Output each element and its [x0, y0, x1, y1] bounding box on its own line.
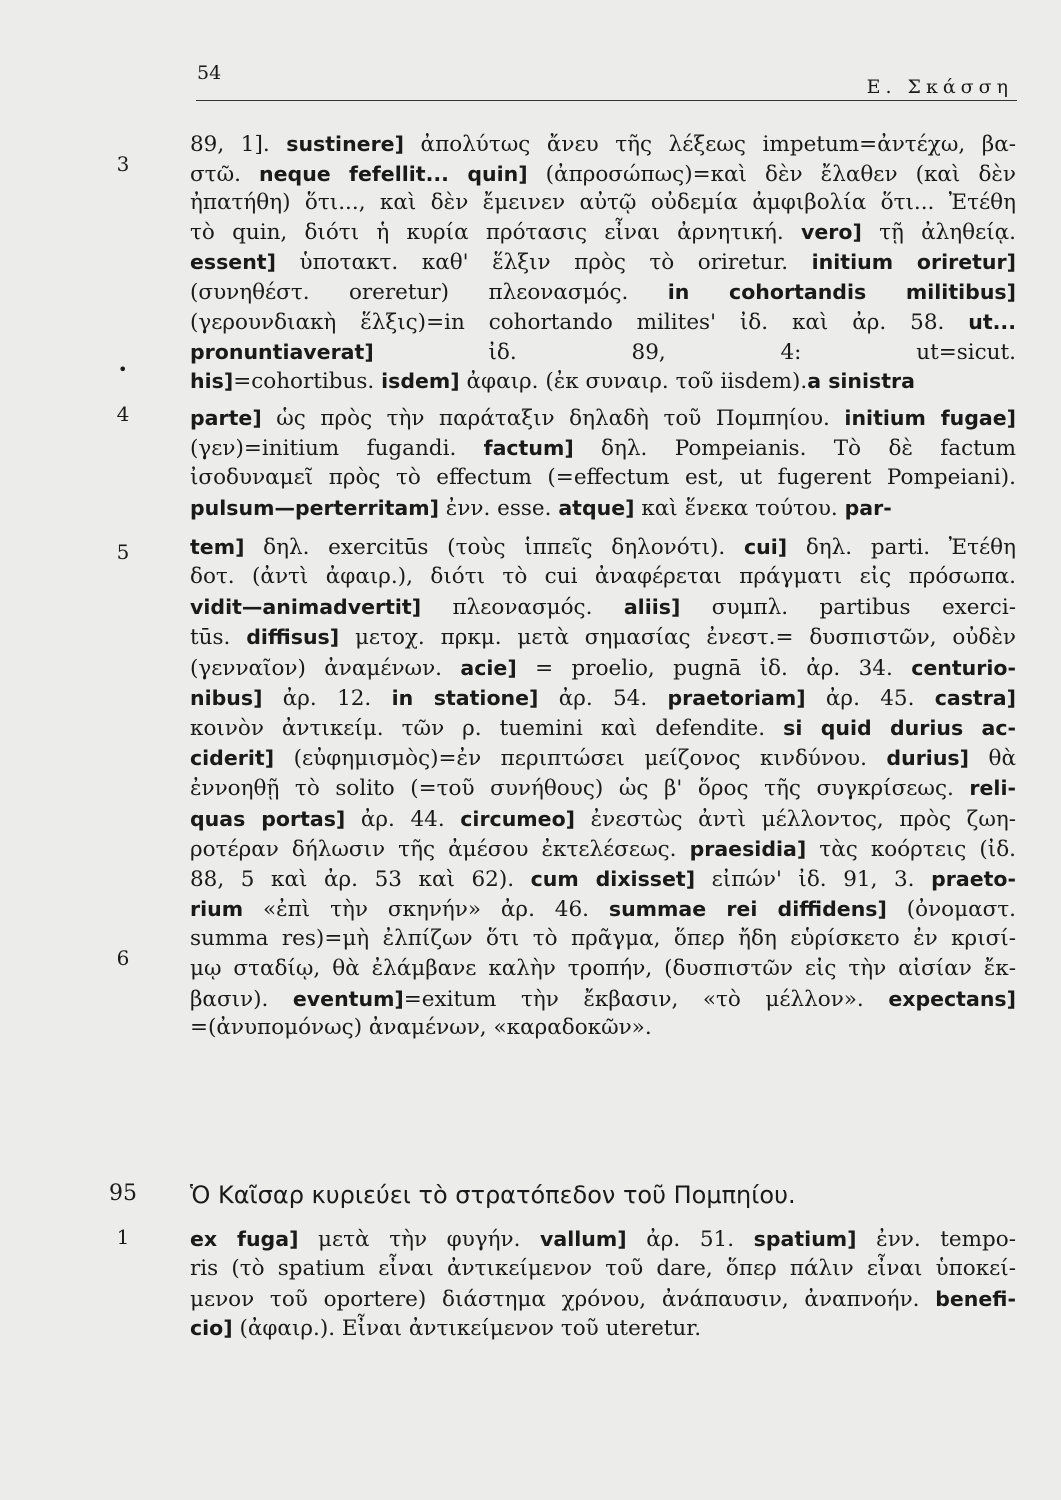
lemma: cio] — [190, 1316, 233, 1340]
line-text: ἀπολύτως ἄνευ τῆς λέξεως impetum=ἀντέχω, βα- — [403, 132, 1016, 157]
lemma: diffisus] — [246, 625, 340, 649]
text-line — [190, 865, 1016, 894]
line-text: δηλ. Pompeianis. Τὸ δὲ factum — [573, 436, 1016, 461]
lemma: sustinere] — [286, 132, 404, 156]
lemma: a sinistra — [807, 369, 915, 393]
lemma: quas portas] — [190, 807, 346, 831]
lemma: castra] — [934, 686, 1017, 710]
text-line — [190, 895, 1016, 924]
lemma: nibus] — [190, 686, 263, 710]
lemma: durius] — [886, 746, 969, 770]
lemma: his] — [190, 369, 234, 393]
lemma: aliis] — [623, 595, 681, 619]
text-line — [190, 925, 1016, 953]
text-line — [190, 218, 1016, 247]
line-text: ἐννοηθῇ τὸ solito (=τοῦ συνήθους) ὡς β' ὅρος τῆς συγκρίσεως. — [190, 776, 970, 801]
text-line — [190, 130, 1016, 159]
lemma: atque] — [558, 496, 635, 520]
lemma: neque fefellit... quin] — [259, 162, 528, 186]
line-text: ἰσοδυναμεῖ πρὸς τὸ effectum (=effectum est, ut fugerent Pompeiani). — [190, 465, 1016, 490]
lemma: initium oriretur] — [811, 250, 1016, 274]
running-head: Ε. Σκάσση — [866, 76, 1013, 98]
margin-number: 5 — [116, 540, 130, 564]
text-line — [190, 278, 1016, 307]
text-line — [190, 684, 1016, 713]
line-text: (ὀνομαστ. — [886, 897, 1016, 922]
text-line — [190, 1225, 1016, 1254]
text-line — [190, 955, 1016, 983]
margin-number: 95 — [109, 1181, 137, 1206]
line-text: summa res)=μὴ ἐλπίζων ὅτι τὸ πρᾶγμα, ὅπερ ἤδη εὑρίσκετο ἐν κρισί- — [190, 926, 1016, 951]
line-text: ἀφαιρ. (ἐκ συναιρ. τοῦ iisdem). — [459, 369, 808, 394]
line-text: τῇ ἀληθείᾳ. — [861, 220, 1016, 245]
text-line — [190, 494, 1016, 523]
line-text: ὑποτακτ. καθ' ἕλξιν πρὸς τὸ oriretur. — [275, 250, 812, 275]
line-text: βασιν). — [190, 987, 293, 1012]
line-text: =exitum τὴν ἔκβασιν, «τὸ μέλλον». — [403, 987, 889, 1012]
lemma: centurio- — [911, 656, 1016, 680]
lemma: acie] — [460, 656, 517, 680]
lemma: isdem] — [381, 369, 460, 393]
text-line — [190, 1285, 1016, 1314]
line-text: εἰπών' ἰδ. 91, 3. — [695, 867, 932, 892]
line-text: ἐνν. esse. — [438, 496, 559, 521]
line-text: ροτέραν δήλωσιν τῆς ἀμέσου ἐκτελέσεως. — [190, 837, 690, 862]
line-text: 89, 1]. — [190, 132, 287, 157]
text-line — [190, 835, 1016, 864]
lemma: factum] — [483, 436, 574, 460]
line-text: ἠπατήθη) ὅτι..., καὶ δὲν ἔμεινεν αὐτῷ οὐδεμία ἀμφιβολία ὅτι... Ἐτέθη — [190, 190, 1016, 215]
text-line — [190, 1014, 1016, 1042]
text-line — [190, 623, 1016, 652]
line-text: (ἀφαιρ.). Εἶναι ἀντικείμενον τοῦ uteretur. — [232, 1316, 702, 1341]
lemma: expectans] — [888, 987, 1016, 1011]
lemma: ut... — [968, 310, 1016, 334]
line-text: τὸ quin, διότι ἡ κυρία πρότασις εἶναι ἀρνητική. — [190, 220, 801, 245]
line-text: (γενναῖον) ἀναμένων. — [190, 656, 461, 681]
lemma: vero] — [801, 220, 862, 244]
lemma: ciderit] — [190, 746, 275, 770]
margin-dot: • — [118, 360, 128, 379]
line-text: μενον τοῦ oportere) διάστημα χρόνου, ἀνάπαυσιν, ἀναπνοήν. — [190, 1287, 936, 1312]
text-line — [190, 338, 1016, 367]
lemma: parte] — [190, 406, 262, 430]
lemma: par- — [844, 496, 892, 520]
text-line — [190, 985, 1016, 1014]
lemma: in cohortandis militibus] — [667, 280, 1016, 304]
line-text: κοινὸν ἀντικείμ. τῶν ρ. tuemini καὶ defendite. — [190, 716, 784, 741]
lemma: ex fuga] — [190, 1227, 299, 1251]
text-line — [190, 434, 1016, 463]
line-text: (γεν)=initium fugandi. — [190, 436, 484, 461]
text-line — [190, 533, 1016, 562]
line-text: ἀρ. 54. — [538, 686, 668, 711]
text-line — [190, 367, 1016, 396]
lemma: si quid durius ac- — [783, 716, 1016, 740]
text-line — [190, 404, 1016, 433]
text-line — [190, 654, 1016, 683]
lemma: praesidia] — [689, 837, 807, 861]
lemma: benefi- — [935, 1287, 1016, 1311]
text-line — [190, 744, 1016, 773]
lemma: pronuntiaverat] — [190, 340, 374, 364]
text-line — [190, 563, 1016, 591]
line-text: (ἀπροσώπως)=καὶ δὲν ἔλαθεν (καὶ δὲν — [527, 162, 1016, 187]
line-text: ἰδ. 89, 4: ut=sicut. — [373, 340, 1016, 365]
text-line — [190, 593, 1016, 622]
line-text: στῶ. — [190, 162, 260, 187]
lemma: rium — [190, 897, 244, 921]
lemma: praetoriam] — [667, 686, 806, 710]
line-text: μῳ σταδίῳ, θὰ ἐλάμβανε καλὴν τροπήν, (δυσπιστῶν εἰς τὴν αἰσίαν ἔκ- — [190, 956, 1016, 981]
line-text: (εὐφημισμὸς)=ἐν περιπτώσει μείζονος κινδύνου. — [274, 746, 887, 771]
lemma: initium fugae] — [844, 406, 1016, 430]
line-text: μετὰ τὴν φυγήν. — [298, 1227, 541, 1252]
margin-number: 1 — [116, 1225, 130, 1249]
line-text: μετοχ. πρκμ. μετὰ σημασίας ἐνεστ.= δυσπιστῶν, οὐδὲν — [339, 625, 1016, 650]
line-text: δηλ. exercitūs (τοὺς ἱππεῖς δηλονότι). — [244, 535, 744, 560]
margin-number: 4 — [116, 402, 130, 426]
lemma: reli- — [969, 776, 1016, 800]
line-text: δοτ. (ἀντὶ ἀφαιρ.), διότι τὸ cui ἀναφέρεται πράγματι εἰς πρόσωπα. — [190, 564, 1016, 589]
header-rule — [196, 100, 1017, 101]
lemma: essent] — [190, 250, 276, 274]
text-line — [190, 308, 1016, 337]
line-text: (γερουνδιακὴ ἕλξις)=in cohortando milites' ἰδ. καὶ ἀρ. 58. — [190, 310, 969, 335]
line-text: (συνηθέστ. oreretur) πλεονασμός. — [190, 280, 668, 305]
line-text: πλεονασμός. — [421, 595, 624, 620]
line-text: τὰς κοόρτεις (ἰδ. — [806, 837, 1016, 862]
text-line — [190, 1314, 1016, 1343]
margin-number: 3 — [116, 152, 130, 176]
line-text: ὡς πρὸς τὴν παράταξιν δηλαδὴ τοῦ Πομπηίου. — [261, 406, 845, 431]
line-text: ἀρ. 12. — [262, 686, 392, 711]
page-number: 54 — [197, 62, 222, 84]
text-line — [190, 160, 1016, 189]
line-text: ἀρ. 45. — [805, 686, 935, 711]
lemma: vallum] — [540, 1227, 627, 1251]
line-text: συμπλ. partibus exerci- — [680, 595, 1016, 620]
line-text: 88, 5 καὶ ἀρ. 53 καὶ 62). — [190, 867, 531, 892]
line-text: =cohortibus. — [233, 369, 382, 394]
line-text: δηλ. parti. Ἐτέθη — [787, 535, 1016, 560]
line-text: ἀρ. 51. — [626, 1227, 754, 1252]
lemma: praeto- — [931, 867, 1017, 891]
text-line — [190, 714, 1016, 743]
section-heading: Ὁ Καῖσαρ κυριεύει τὸ στρατόπεδον τοῦ Πομπηίου. — [190, 1181, 796, 1209]
line-text: ἐνεστὼς ἀντὶ μέλλοντος, πρὸς ζωη- — [575, 807, 1017, 832]
line-text: tūs. — [190, 625, 247, 650]
text-line — [190, 1255, 1016, 1283]
text-line — [190, 248, 1016, 277]
text-line — [190, 774, 1016, 803]
text-line — [190, 464, 1016, 492]
lemma: spatium] — [753, 1227, 857, 1251]
lemma: vidit—animadvertit] — [190, 595, 422, 619]
line-text: = proelio, pugnā ἰδ. ἀρ. 34. — [516, 656, 912, 681]
lemma: in statione] — [391, 686, 539, 710]
line-text: ἀρ. 44. — [345, 807, 461, 832]
lemma: eventum] — [292, 987, 404, 1011]
text-line — [190, 189, 1016, 217]
line-text: καὶ ἕνεκα τούτου. — [634, 496, 845, 521]
line-text: ἐνν. tempo- — [856, 1227, 1017, 1252]
lemma: tem] — [190, 535, 245, 559]
margin-number: 6 — [116, 946, 130, 970]
lemma: pulsum—perterritam] — [190, 496, 439, 520]
lemma: cum dixisset] — [530, 867, 696, 891]
line-text: «ἐπὶ τὴν σκηνήν» ἀρ. 46. — [243, 897, 609, 922]
text-line — [190, 805, 1016, 834]
lemma: summae rei diffidens] — [608, 897, 887, 921]
line-text: ris (τὸ spatium εἶναι ἀντικείμενον τοῦ dare, ὅπερ πάλιν εἶναι ὑποκεί- — [190, 1256, 1016, 1281]
lemma: circumeo] — [460, 807, 576, 831]
line-text: θὰ — [969, 746, 1016, 771]
line-text: =(ἀνυπομόνως) ἀναμένων, «καραδοκῶν». — [190, 1015, 652, 1040]
lemma: cui] — [743, 535, 788, 559]
